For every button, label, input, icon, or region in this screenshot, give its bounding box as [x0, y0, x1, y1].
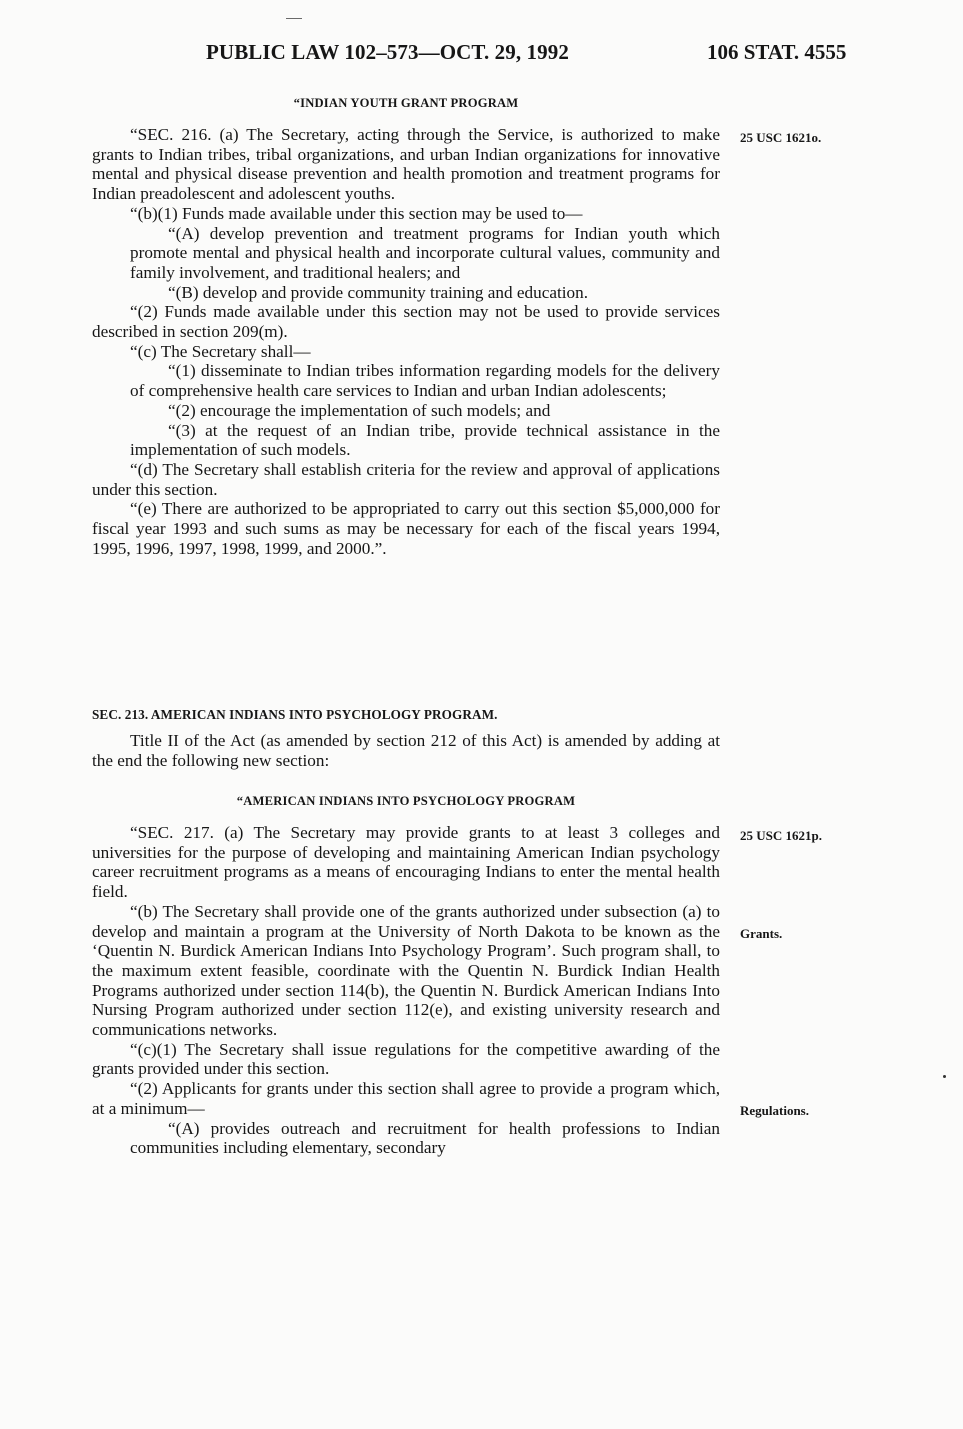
sec-prefix: “S — [130, 125, 148, 144]
sec-prefix: “S — [130, 823, 148, 842]
section-heading-psychology-program: “AMERICAN INDIANS INTO PSYCHOLOGY PROGRAM — [236, 794, 576, 808]
header-stat-page: 106 STAT. 4555 — [707, 40, 847, 64]
paragraph-sec-213: Title II of the Act (as amended by section 212 of this Act) is amended by adding at the end the following new section: — [92, 731, 720, 770]
sec-smallcaps: EC — [147, 823, 170, 842]
text-block-sec-217 — [92, 823, 720, 1158]
paragraph-217-c2: “(2) Applicants for grants under this section shall agree to provide a program which, at a minimum— — [92, 1079, 720, 1118]
paragraph-b2: “(2) Funds made available under this section may not be used to provide services described in section 209(m). — [92, 302, 720, 342]
sec-216-a-text: . 216. (a) The Secretary, acting through the Service, is authorized to make grants to Indian tribes, tribal organizations, and urban Indian organizations for innovative mental and physical disease prevention and health promotion and treatment programs for Indian preadolescent and adolescent youths. — [92, 125, 720, 204]
text-block-sec-213 — [92, 731, 720, 770]
paragraph-217-c2-A: “(A) provides outreach and recruitment for health professions to Indian communities including elementary, secondary — [130, 1118, 720, 1158]
paragraph-217-c1: “(c)(1) The Secretary shall issue regulations for the competitive awarding of the grants provided under this section. — [92, 1039, 720, 1079]
paragraph-sec-216-a — [92, 125, 720, 204]
section-heading-indian-youth-grant: “INDIAN YOUTH GRANT PROGRAM — [293, 96, 519, 110]
paragraph-c1: “(1) disseminate to Indian tribes information regarding models for the delivery of comprehensive health care services to Indian and urban Indian adolescents; — [130, 361, 720, 401]
text-block-sec-216 — [92, 125, 720, 558]
margin-note-regulations: Regulations. — [740, 1103, 809, 1118]
margin-note-usc-1621o: 25 USC 1621o. — [740, 130, 822, 145]
paragraph-c2: “(2) encourage the implementation of such models; and — [168, 400, 551, 420]
sec-smallcaps: EC — [147, 125, 170, 144]
scan-speck — [943, 1075, 946, 1078]
section-213-heading: SEC. 213. AMERICAN INDIANS INTO PSYCHOLOGY PROGRAM. — [92, 707, 498, 722]
margin-note-usc-1621p: 25 USC 1621p. — [740, 828, 822, 843]
paragraph-sec-217-a — [92, 823, 720, 902]
scan-mark — [286, 18, 302, 19]
paragraph-b1-B: “(B) develop and provide community training and education. — [168, 282, 589, 302]
margin-note-grants: Grants. — [740, 926, 783, 941]
header-law-citation: PUBLIC LAW 102–573—OCT. 29, 1992 — [206, 40, 569, 64]
paragraph-b1: “(b)(1) Funds made available under this section may be used to— — [130, 203, 583, 223]
sec-217-a-text: . 217. (a) The Secretary may provide grants to at least 3 colleges and universities for the purpose of developing and maintaining American Indian psychology career recruitment programs as a means of encouraging Indians to enter the mental health field. — [92, 823, 720, 902]
paragraph-c3: “(3) at the request of an Indian tribe, provide technical assistance in the implementation of such models. — [130, 420, 720, 460]
page-header — [0, 40, 963, 70]
paragraph-e: “(e) There are authorized to be appropriated to carry out this section $5,000,000 for fiscal year 1993 and such sums as may be necessary for each of the fiscal years 1994, 1995, 1996, 1997, 1998, 1999, and 2000.”. — [92, 499, 720, 558]
paragraph-c: “(c) The Secretary shall— — [130, 341, 311, 361]
paragraph-b1-A: “(A) develop prevention and treatment programs for Indian youth which promote mental and physical health and incorporate cultural values, community and family involvement, and traditional healers; and — [130, 223, 720, 282]
paragraph-d: “(d) The Secretary shall establish criteria for the review and approval of applications under this section. — [92, 459, 720, 499]
paragraph-217-b: “(b) The Secretary shall provide one of the grants authorized under subsection (a) to develop and maintain a program at the University of North Dakota to be known as the ‘Quentin N. Burdick American Indians Into Psychology Program’. Such program shall, to the maximum extent feasible, coordinate with the Quentin N. Burdick Indian Health Programs authorized under section 114(b), the Quentin N. Burdick American Indians Into Nursing Program authorized under section 112(e), and existing university research and communications networks. — [92, 901, 720, 1040]
